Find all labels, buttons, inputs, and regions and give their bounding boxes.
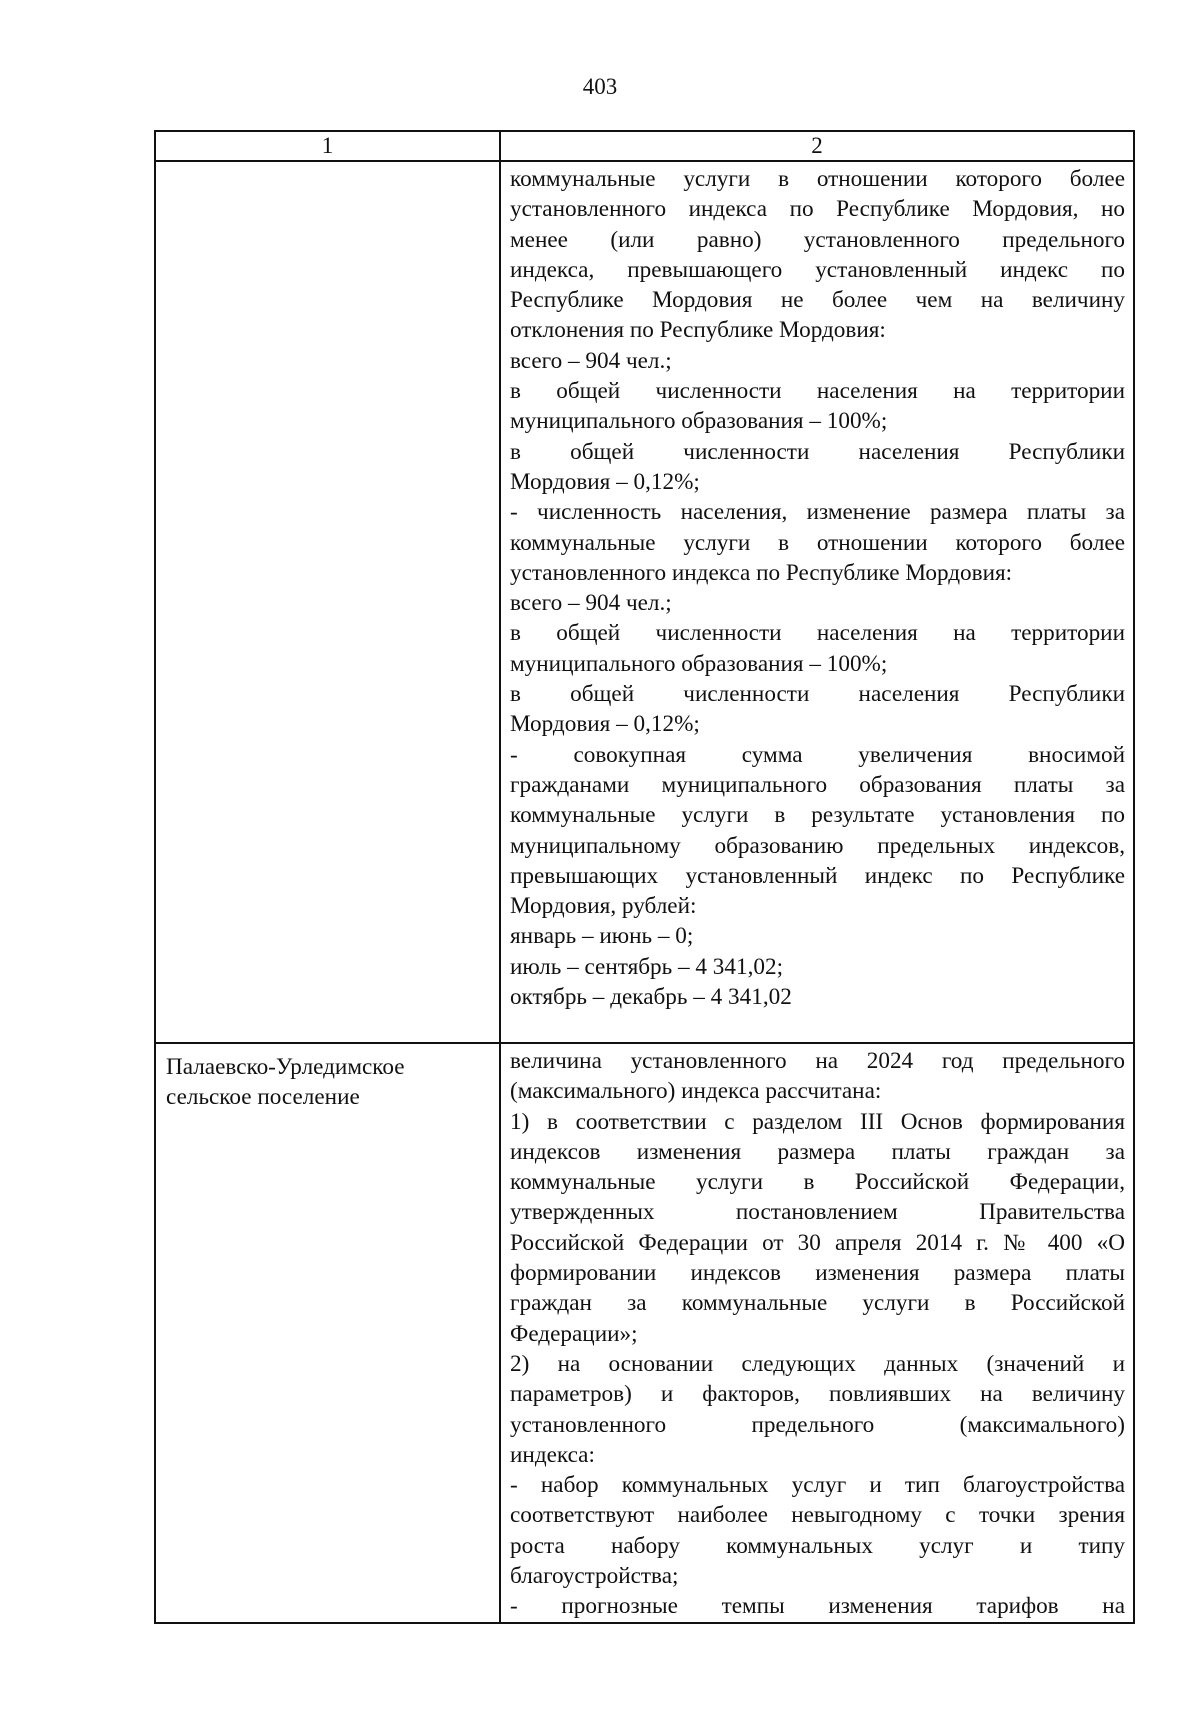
cell-text-line: коммунальные услуги в Российской Федерации, <box>510 1169 1125 1196</box>
cell-text-line: величина установленного на 2024 год предельного <box>510 1048 1125 1074</box>
cell-text-line: Мордовия – 0,12%; <box>510 468 700 495</box>
cell-text-line: формировании индексов изменения размера платы <box>510 1260 1125 1287</box>
cell-text-line: благоустройства; <box>510 1563 679 1590</box>
page-number: 403 <box>582 74 618 99</box>
cell-text-line: июль – сентябрь – 4 341,02; <box>510 953 784 980</box>
cell-text-line: установленного индекса по Республике Мордовия, но <box>510 196 1125 223</box>
cell-text-line: гражданами муниципального образования платы за <box>510 771 1125 798</box>
table-row <box>155 1043 1134 1623</box>
cell-text-line: Мордовия – 0,12%; <box>510 711 700 738</box>
table-cell-col2 <box>500 1043 1134 1623</box>
cell-text-line: отклонения по Республике Мордовия: <box>510 317 886 344</box>
cell-text-line: установленного предельного (максимального) <box>510 1411 1125 1438</box>
cell-text-line: установленного индекса по Республике Мордовия: <box>510 559 1013 586</box>
cell-text-line: превышающих установленный индекс по Республике <box>510 862 1125 889</box>
cell-text-line: январь – июнь – 0; <box>510 923 694 950</box>
table-row <box>155 161 1134 1043</box>
cell-text-line: - набор коммунальных услуг и тип благоустройства <box>510 1472 1125 1499</box>
cell-text-line: - совокупная сумма увеличения вносимой <box>510 741 1125 768</box>
column-header-1: 1 <box>155 131 500 161</box>
cell-text-line: (максимального) индекса рассчитана: <box>510 1078 882 1105</box>
cell-text-line: 2) на основании следующих данных (значений и <box>510 1350 1125 1377</box>
cell-text-line: в общей численности населения на территории <box>510 620 1125 647</box>
cell-text-line: коммунальные услуги в результате установления по <box>510 802 1125 829</box>
document-table <box>154 130 1135 1624</box>
cell-text-line: в общей численности населения Республики <box>510 438 1125 465</box>
cell-text-line: сельское поселение <box>166 1084 360 1111</box>
cell-text-line: менее (или равно) установленного предельного <box>510 226 1125 253</box>
cell-text-line: - прогнозные темпы изменения тарифов на <box>510 1593 1125 1620</box>
cell-text-line: Российской Федерации от 30 апреля 2014 г. № 400 «О <box>510 1229 1125 1256</box>
cell-text-line: Палаевско-Урледимское <box>166 1054 405 1080</box>
cell-text-line: граждан за коммунальные услуги в Российской <box>510 1290 1125 1317</box>
cell-text-line: индексов изменения размера платы граждан за <box>510 1138 1125 1165</box>
cell-text-line: индекса, превышающего установленный индекс по <box>510 256 1125 283</box>
cell-text-line: соответствуют наиболее невыгодному с точки зрения <box>510 1502 1125 1529</box>
cell-text-line: муниципальному образованию предельных индексов, <box>510 832 1125 859</box>
table-cell-col2 <box>500 161 1134 1043</box>
cell-text-line: 1) в соответствии с разделом III Основ формирования <box>510 1108 1125 1135</box>
cell-text-line: коммунальные услуги в отношении которого более <box>510 166 1125 192</box>
table-cell-col1 <box>155 1043 500 1623</box>
cell-text-line: октябрь – декабрь – 4 341,02 <box>510 984 792 1011</box>
cell-text-line: Республике Мордовия не более чем на величину <box>510 287 1125 314</box>
column-header-2: 2 <box>500 131 1134 161</box>
cell-text-line: утвержденных постановлением Правительства <box>510 1199 1125 1226</box>
cell-text-line: коммунальные услуги в отношении которого более <box>510 529 1125 556</box>
cell-text-line: в общей численности населения на территории <box>510 378 1125 405</box>
cell-text-line: всего – 904 чел.; <box>510 347 672 374</box>
cell-text-line: Мордовия, рублей: <box>510 893 697 920</box>
cell-text-line: индекса: <box>510 1441 595 1468</box>
cell-text-line: в общей численности населения Республики <box>510 681 1125 708</box>
cell-text-line: Федерации»; <box>510 1320 638 1347</box>
table-header-row <box>155 131 1134 161</box>
table-cell-col1 <box>155 161 500 1043</box>
cell-text-line: муниципального образования – 100%; <box>510 408 888 435</box>
cell-text-line: - численность населения, изменение размера платы за <box>510 499 1125 526</box>
cell-text-line: роста набору коммунальных услуг и типу <box>510 1532 1125 1559</box>
cell-text-line: муниципального образования – 100%; <box>510 650 888 677</box>
cell-text-line: параметров) и факторов, повлиявших на величину <box>510 1381 1125 1408</box>
cell-text-line: всего – 904 чел.; <box>510 590 672 617</box>
